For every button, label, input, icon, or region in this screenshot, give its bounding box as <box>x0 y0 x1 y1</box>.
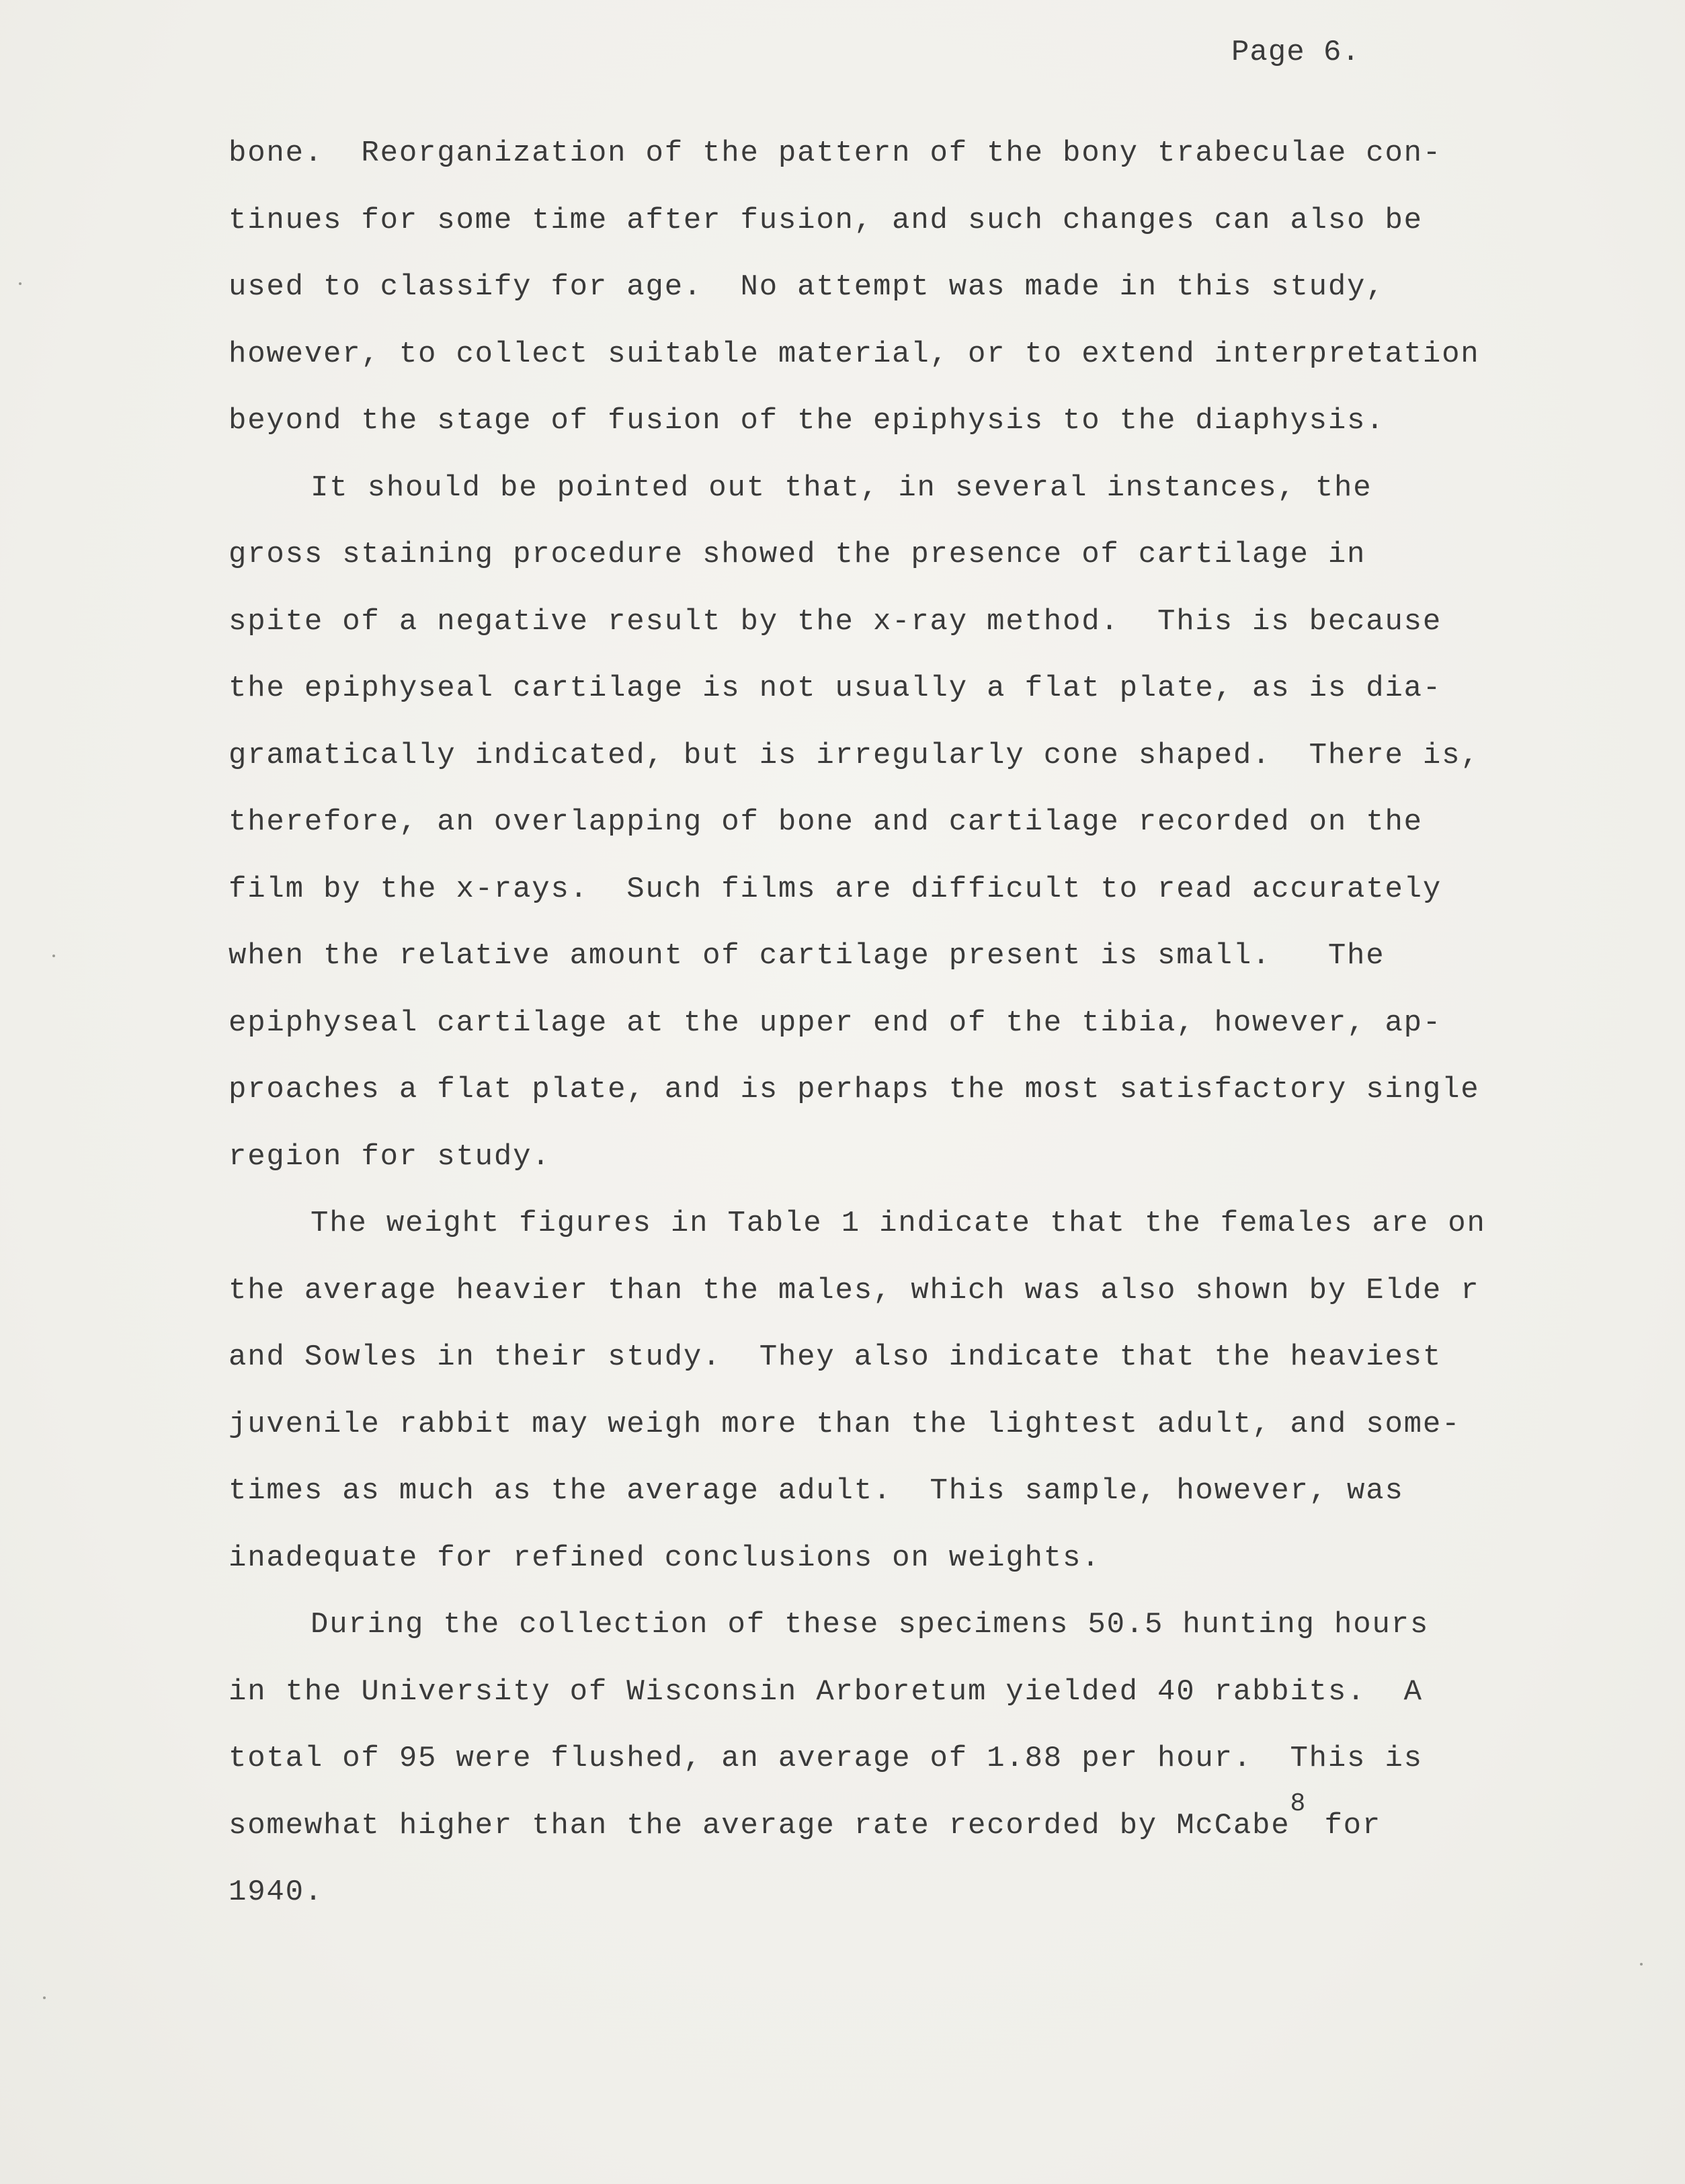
paragraph-start-line: During the collection of these specimens 50.5 hunting hours <box>311 1608 1430 1642</box>
text-line: 1940. <box>229 1875 324 1909</box>
text-line: used to classify for age. No attempt was made in this study, <box>229 270 1385 304</box>
text-line: times as much as the average adult. This sample, however, was <box>229 1474 1404 1508</box>
text-line: the epiphyseal cartilage is not usually a flat plate, as is dia- <box>229 672 1442 705</box>
text-line: when the relative amount of cartilage present is small. The <box>229 939 1385 973</box>
text-line: beyond the stage of fusion of the epiphysis to the diaphysis. <box>229 404 1385 438</box>
citation-text: somewhat higher than the average rate recorded by McCabe <box>229 1808 1290 1843</box>
text-line: spite of a negative result by the x-ray method. This is because <box>229 604 1442 639</box>
text-line: and Sowles in their study. They also indicate that the heaviest <box>229 1340 1442 1374</box>
text-line: gramatically indicated, but is irregularly cone shaped. There is, <box>229 738 1480 772</box>
paragraph-start-line: The weight figures in Table 1 indicate that the females are on <box>311 1207 1486 1240</box>
citation-tail: for <box>1305 1808 1382 1843</box>
text-line-with-citation <box>229 1789 1640 1871</box>
paper-speck <box>1640 1963 1643 1966</box>
text-line: inadequate for refined conclusions on weights. <box>229 1541 1101 1575</box>
paper-speck <box>43 1996 46 1999</box>
text-line: total of 95 were flushed, an average of 1.88 per hour. This is <box>229 1742 1423 1775</box>
paper-speck <box>19 282 22 285</box>
text-line: gross staining procedure showed the presence of cartilage in <box>229 538 1366 571</box>
footnote-superscript: 8 <box>1290 1789 1306 1818</box>
text-line: in the University of Wisconsin Arboretum yielded 40 rabbits. A <box>229 1674 1423 1709</box>
paragraph-start-line: It should be pointed out that, in several instances, the <box>311 471 1372 505</box>
text-line: bone. Reorganization of the pattern of the bony trabeculae con- <box>229 136 1442 170</box>
text-line: juvenile rabbit may weigh more than the lightest adult, and some- <box>229 1407 1461 1441</box>
text-line: epiphyseal cartilage at the upper end of the tibia, however, ap- <box>229 1006 1442 1040</box>
text-line: the average heavier than the males, which was also shown by Elde r <box>229 1273 1480 1307</box>
body-text <box>229 132 1640 1938</box>
text-line: tinues for some time after fusion, and such changes can also be <box>229 203 1423 237</box>
paper-speck <box>52 955 55 957</box>
text-line: however, to collect suitable material, or to extend interpretation <box>229 337 1480 371</box>
text-line: therefore, an overlapping of bone and cartilage recorded on the <box>229 805 1423 839</box>
text-line: film by the x-rays. Such films are difficult to read accurately <box>229 872 1442 906</box>
page-number: Page 6. <box>1231 36 1360 69</box>
text-line: region for study. <box>229 1139 551 1174</box>
text-line: proaches a flat plate, and is perhaps the most satisfactory single <box>229 1073 1480 1106</box>
